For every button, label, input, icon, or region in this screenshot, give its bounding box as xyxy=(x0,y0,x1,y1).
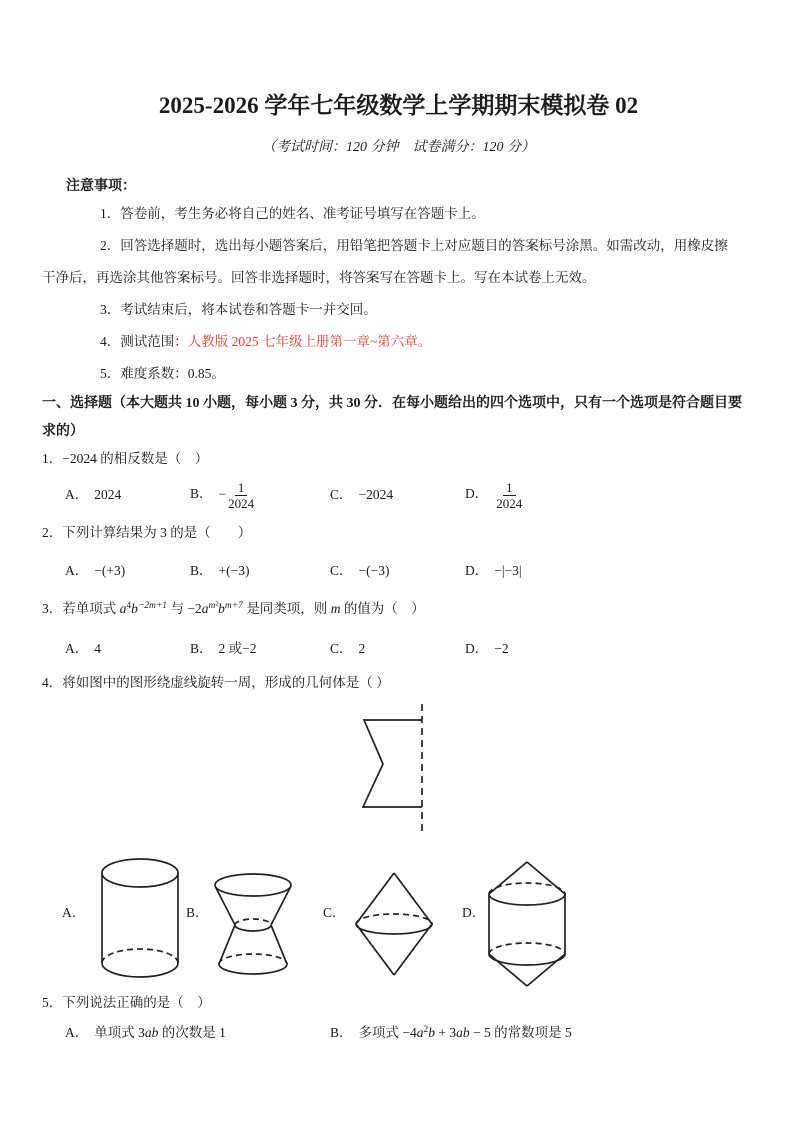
q1-option-c-label: C． xyxy=(330,487,353,502)
q3-stem-text: 3．若单项式 xyxy=(42,601,120,616)
test-scope-prefix: 4．测试范围： xyxy=(100,334,188,349)
q2-option-d-value: −|−3| xyxy=(494,563,522,578)
fraction-denominator: 2024 xyxy=(228,495,255,511)
question-1-options xyxy=(42,472,755,518)
q2-option-d xyxy=(465,558,755,584)
test-scope-highlight: 人教版 2025 七年级上册第一章~第六章。 xyxy=(187,334,432,349)
q4-option-a-label: A． xyxy=(62,905,86,920)
q3-option-a xyxy=(65,636,190,662)
q3-option-c-value: 2 xyxy=(358,641,366,656)
question-3-options xyxy=(42,636,755,662)
math-operator: − 5 xyxy=(469,1025,491,1040)
q2-option-c-label: C． xyxy=(330,563,353,578)
q3-option-b xyxy=(190,636,330,662)
q5-option-b-text: 的常数项是 5 xyxy=(490,1025,572,1040)
q2-option-b xyxy=(190,558,330,584)
q2-option-c xyxy=(330,558,465,584)
q5-option-b-label: B． xyxy=(330,1025,353,1040)
math-coefficient: −2 xyxy=(187,601,202,616)
math-var: a xyxy=(119,601,127,616)
q5-option-b-text: 多项式 xyxy=(358,1025,403,1040)
math-exponent: 2 xyxy=(423,1025,429,1035)
q3-stem-text: 是同类项，则 xyxy=(242,601,331,616)
math-var: b xyxy=(131,601,138,616)
math-var: b xyxy=(218,601,225,616)
q3-stem-text: 的值为（ ） xyxy=(340,601,425,616)
q1-option-a-value: 2024 xyxy=(94,487,122,502)
math-var: b xyxy=(428,1025,436,1040)
minus-sign: − xyxy=(218,486,227,502)
question-5-stem: 5．下列说法正确的是（ ） xyxy=(42,995,211,1010)
question-3-stem xyxy=(42,596,755,622)
q1-option-c xyxy=(330,482,465,508)
flag-shape-figure xyxy=(350,700,445,835)
notice-item-2-line-1: 2．回答选择题时，选出每小题答案后，用铅笔把答题卡上对应题目的答案标号涂黑。如需改动，用橡皮擦 xyxy=(100,238,728,253)
q2-option-a xyxy=(65,558,190,584)
math-coefficient: −4 xyxy=(402,1025,417,1040)
question-3 xyxy=(42,596,755,662)
cylinder-with-cones-figure xyxy=(487,860,567,988)
q1-option-c-value: −2024 xyxy=(358,487,394,502)
flag-outline xyxy=(363,720,422,807)
q3-stem-text: 与 xyxy=(167,601,188,616)
math-var: ab xyxy=(456,1025,470,1040)
fraction-denominator: 2024 xyxy=(496,495,523,511)
double-frustum-figure xyxy=(213,873,293,977)
fraction-numerator: 1 xyxy=(503,480,516,496)
q1-option-a xyxy=(65,482,190,508)
notice-item-1: 1．答卷前，考生务必将自己的姓名、准考证号填写在答题卡上。 xyxy=(100,206,485,221)
q1-option-b-label: B． xyxy=(190,486,213,502)
q1-option-d-label: D． xyxy=(465,486,489,502)
q4-option-b-label: B． xyxy=(186,905,209,920)
section-1-heading xyxy=(42,390,755,446)
q2-option-a-value: −(+3) xyxy=(94,563,126,578)
q1-option-a-label: A． xyxy=(65,487,89,502)
math-operator: + 3 xyxy=(435,1025,457,1040)
q3-option-c xyxy=(330,636,465,662)
q3-option-b-label: B． xyxy=(190,641,213,656)
math-var: ab xyxy=(144,1025,159,1040)
math-var: a xyxy=(201,601,209,616)
q4-rotation-figure xyxy=(350,700,445,835)
question-2-options xyxy=(42,558,755,584)
bicone-figure xyxy=(355,871,433,977)
q3-option-c-label: C． xyxy=(330,641,353,656)
fraction-numerator: 1 xyxy=(235,480,248,496)
math-var: a xyxy=(416,1025,424,1040)
q3-option-b-value: 2 或−2 xyxy=(218,641,257,656)
fraction xyxy=(228,480,254,511)
q3-option-a-label: A． xyxy=(65,641,89,656)
q5-option-a-text: 单项式 3 xyxy=(94,1025,145,1040)
q3-option-d-value: −2 xyxy=(494,641,509,656)
q2-option-c-value: −(−3) xyxy=(358,563,390,578)
question-5-options xyxy=(42,1020,755,1046)
q3-option-a-value: 4 xyxy=(94,641,101,656)
q2-option-d-label: D． xyxy=(465,563,489,578)
math-exponent: m² xyxy=(208,601,219,611)
question-2-stem: 2．下列计算结果为 3 的是（ ） xyxy=(42,525,252,540)
q4-option-d-label: D． xyxy=(462,905,486,920)
math-exponent: −2m+1 xyxy=(137,601,168,611)
math-var: m xyxy=(330,601,341,616)
q3-option-d xyxy=(465,636,755,662)
q5-option-a-text: 的次数是 1 xyxy=(158,1025,226,1040)
question-1-stem: 1．−2024 的相反数是（ ） xyxy=(42,451,209,466)
notice-item-4 xyxy=(42,326,755,358)
q3-option-d-label: D． xyxy=(465,641,489,656)
question-1 xyxy=(42,446,755,518)
notices-block xyxy=(42,176,755,390)
q2-option-b-label: B． xyxy=(190,563,213,578)
exam-subtitle: （考试时间：120 分钟 试卷满分：120 分） xyxy=(262,140,535,155)
question-5 xyxy=(42,990,755,1046)
question-2 xyxy=(42,520,755,584)
q5-option-a xyxy=(65,1020,330,1046)
section-1-heading-line-2: 求的） xyxy=(42,424,84,439)
fraction xyxy=(496,480,522,511)
question-4-stem: 4．将如图中的图形绕虚线旋转一周，形成的几何体是（ ） xyxy=(42,675,390,690)
q1-option-b xyxy=(190,480,330,511)
notices-heading: 注意事项： xyxy=(66,179,136,194)
q2-option-a-label: A． xyxy=(65,563,89,578)
section-1-heading-line-1: 一、选择题（本大题共 10 小题，每小题 3 分，共 30 分．在每小题给出的四个选项中，只有一个选项是符合题目要 xyxy=(42,396,742,411)
q5-option-a-label: A． xyxy=(65,1025,89,1040)
question-4-shape-options xyxy=(42,855,755,990)
page-title: 2025-2026 学年七年级数学上学期期末模拟卷 02 xyxy=(158,93,639,118)
q5-option-b xyxy=(330,1020,755,1046)
notice-item-2-line-2: 干净后，再选涂其他答案标号。回答非选择题时，将答案写在答题卡上。写在本试卷上无效。 xyxy=(42,270,596,285)
question-4 xyxy=(42,670,755,990)
notice-item-5: 5．难度系数：0.85。 xyxy=(100,366,225,381)
notice-item-3: 3．考试结束后，将本试卷和答题卡一并交回。 xyxy=(100,302,377,317)
q4-option-c-label: C． xyxy=(323,905,346,920)
math-exponent: m+7 xyxy=(224,601,243,611)
q2-option-b-value: +(−3) xyxy=(218,563,250,578)
math-exponent: 4 xyxy=(126,601,132,611)
q1-option-d xyxy=(465,480,755,511)
cylinder-figure xyxy=(100,857,180,979)
